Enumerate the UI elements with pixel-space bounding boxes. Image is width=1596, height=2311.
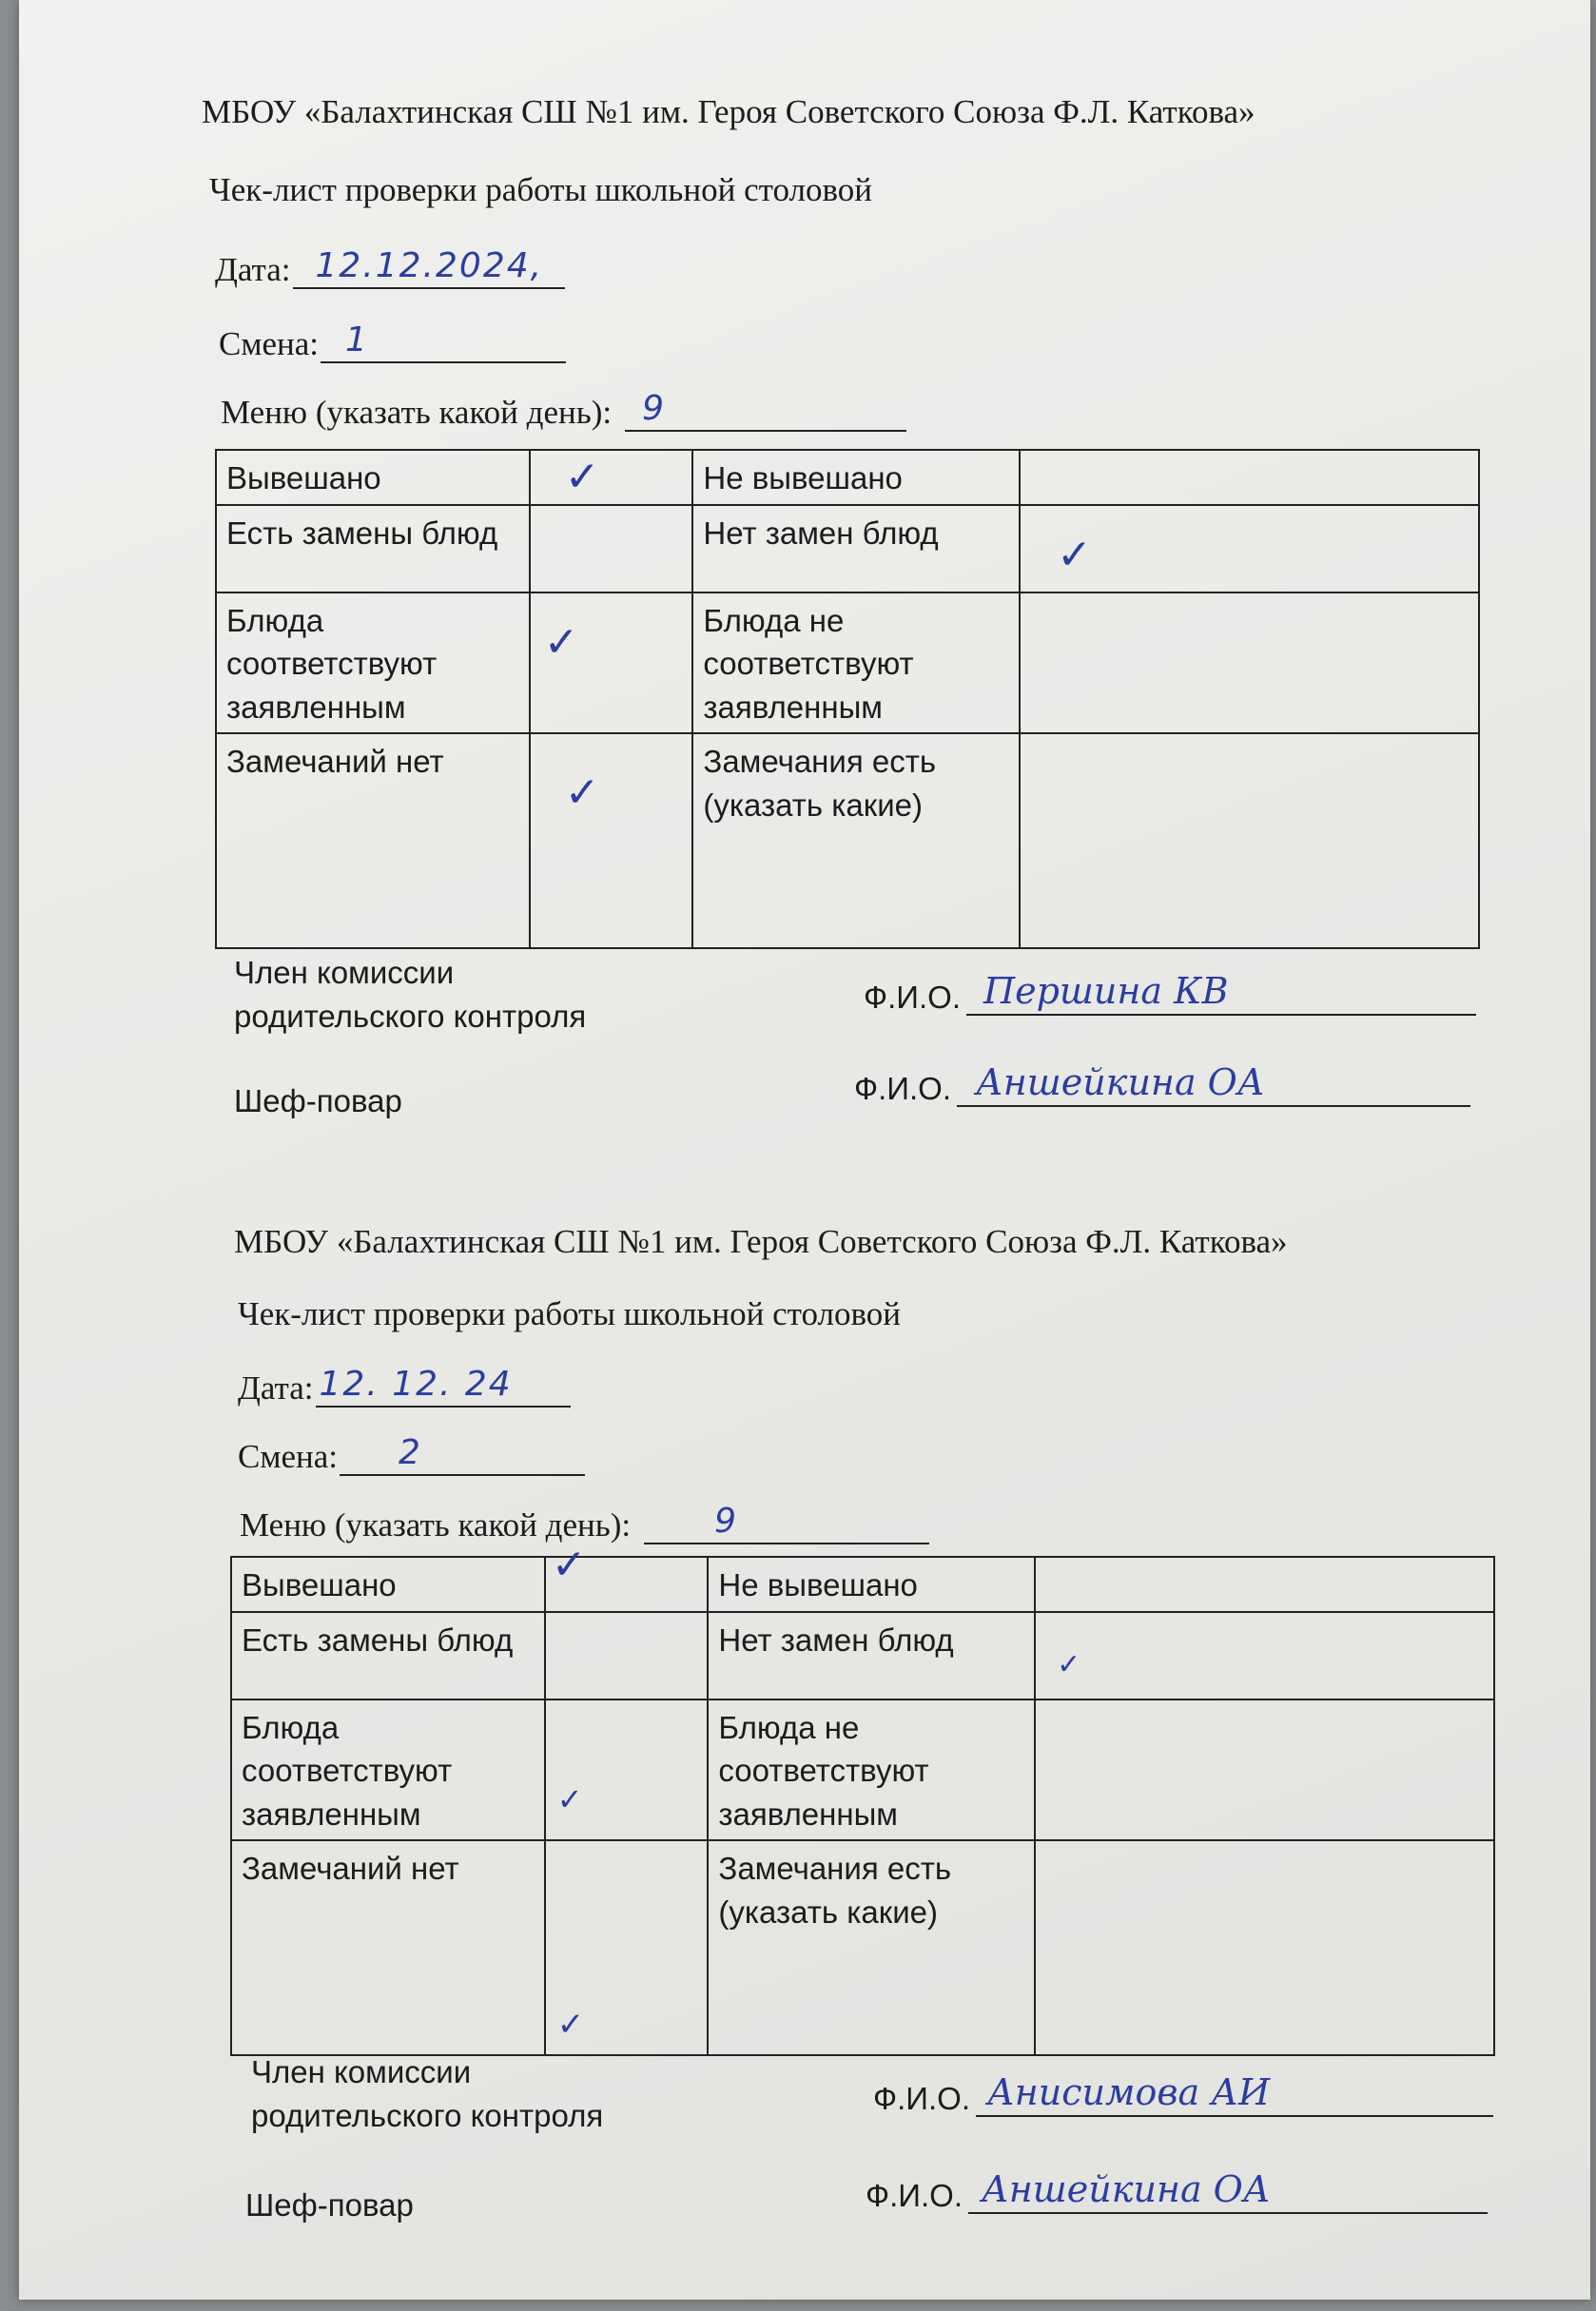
school-name: МБОУ «Балахтинская СШ №1 им. Героя Советского Союза Ф.Л. Каткова» <box>202 93 1255 130</box>
committee-signature-line[interactable] <box>966 966 1476 1016</box>
chef-fio-field <box>866 2165 1488 2214</box>
table-row <box>216 450 1479 505</box>
table-row <box>216 505 1479 592</box>
item-posted: Вывешано <box>231 1557 545 1612</box>
item-substitutions: Есть замены блюд <box>216 505 530 592</box>
shift-input[interactable] <box>321 320 566 363</box>
checkbox-cell[interactable] <box>530 505 693 592</box>
item-no-remarks: Замечаний нет <box>231 1840 545 2055</box>
menu-handwritten: 9 <box>714 1502 738 1541</box>
table-row <box>216 733 1479 948</box>
shift-handwritten: 2 <box>399 1433 422 1472</box>
check-mark: ✓ <box>1057 530 1092 579</box>
committee-fio-field <box>864 966 1476 1016</box>
shift-field <box>238 1432 585 1476</box>
item-dishes-match: Блюда соответствуют заявленным <box>231 1699 545 1841</box>
shift-label: Смена: <box>219 325 320 362</box>
checkbox-cell[interactable] <box>530 592 693 734</box>
committee-member-label: Член комиссии родительского контроля <box>234 955 587 1034</box>
checkbox-cell[interactable] <box>545 1840 709 2055</box>
committee-member-label: Член комиссии родительского контроля <box>251 2054 604 2133</box>
table-row <box>231 1612 1494 1699</box>
item-remarks: Замечания есть (указать какие) <box>708 1840 1035 2055</box>
table-row <box>216 592 1479 734</box>
checkbox-cell[interactable] <box>1020 505 1479 592</box>
shift-handwritten: 1 <box>345 320 369 359</box>
school-name: МБОУ «Балахтинская СШ №1 им. Героя Советского Союза Ф.Л. Каткова» <box>234 1223 1288 1260</box>
committee-signature: Першина КВ <box>983 970 1229 1012</box>
fio-label: Ф.И.О. <box>864 980 961 1015</box>
checkbox-cell[interactable] <box>1035 1557 1494 1612</box>
menu-input[interactable] <box>644 1501 929 1544</box>
check-mark: ✓ <box>556 1780 583 1817</box>
menu-field <box>240 1501 929 1544</box>
item-no-remarks: Замечаний нет <box>216 733 530 948</box>
item-dishes-match: Блюда соответствуют заявленным <box>216 592 530 734</box>
menu-label: Меню (указать какой день): <box>221 394 613 431</box>
shift-input[interactable] <box>340 1432 585 1476</box>
item-dishes-not-match: Блюда не соответствуют заявленным <box>708 1699 1035 1841</box>
date-handwritten: 12. 12. 24 <box>319 1365 513 1404</box>
date-label: Дата: <box>238 1369 314 1407</box>
date-input[interactable] <box>293 245 565 289</box>
date-field <box>215 245 565 289</box>
table-row <box>231 1699 1494 1841</box>
date-input[interactable] <box>316 1364 571 1408</box>
item-not-posted: Не вывешано <box>692 450 1020 505</box>
item-dishes-not-match: Блюда не соответствуют заявленным <box>692 592 1020 734</box>
chef-fio-field <box>854 1058 1470 1107</box>
check-mark: ✓ <box>1057 1647 1081 1681</box>
remarks-field[interactable] <box>1020 733 1479 948</box>
menu-handwritten: 9 <box>642 389 666 428</box>
form-title: Чек-лист проверки работы школьной столовой <box>209 171 872 208</box>
menu-label: Меню (указать какой день): <box>240 1506 632 1544</box>
committee-signature-line[interactable] <box>976 2068 1493 2117</box>
date-handwritten: 12.12.2024, <box>315 246 544 285</box>
document-page <box>19 0 1590 2300</box>
date-field <box>238 1364 571 1408</box>
shift-label: Смена: <box>238 1438 339 1475</box>
item-no-substitutions: Нет замен блюд <box>708 1612 1035 1699</box>
item-remarks: Замечания есть (указать какие) <box>692 733 1020 948</box>
chef-label: Шеф-повар <box>234 1083 402 1118</box>
menu-field <box>221 388 906 432</box>
check-mark: ✓ <box>543 617 579 667</box>
check-mark: ✓ <box>564 453 600 501</box>
chef-signature: Аншейкина ОА <box>981 2168 1271 2210</box>
menu-input[interactable] <box>625 388 906 432</box>
fio-label: Ф.И.О. <box>854 1071 951 1106</box>
check-mark: ✓ <box>551 1541 587 1589</box>
item-no-substitutions: Нет замен блюд <box>692 505 1020 592</box>
table-row <box>231 1840 1494 2055</box>
date-label: Дата: <box>215 251 291 288</box>
checkbox-cell[interactable] <box>545 1612 709 1699</box>
check-mark: ✓ <box>556 2006 585 2045</box>
checkbox-cell[interactable] <box>545 1541 709 1612</box>
checkbox-cell[interactable] <box>1035 1612 1494 1699</box>
chef-signature-line[interactable] <box>957 1058 1470 1107</box>
chef-signature-line[interactable] <box>968 2165 1488 2214</box>
check-mark: ✓ <box>564 768 600 818</box>
chef-signature: Аншейкина ОА <box>975 1061 1265 1103</box>
item-substitutions: Есть замены блюд <box>231 1612 545 1699</box>
committee-fio-field <box>873 2068 1493 2117</box>
checklist-table <box>230 1541 1495 2056</box>
fio-label: Ф.И.О. <box>866 2178 963 2213</box>
remarks-field[interactable] <box>1035 1840 1494 2055</box>
checklist-table <box>215 449 1480 949</box>
checkbox-cell[interactable] <box>530 733 693 948</box>
checkbox-cell[interactable] <box>530 450 693 505</box>
checkbox-cell[interactable] <box>545 1699 709 1841</box>
table-row <box>231 1557 1494 1612</box>
committee-signature: Анисимова АИ <box>986 2071 1271 2113</box>
item-posted: Вывешано <box>216 450 530 505</box>
fio-label: Ф.И.О. <box>873 2081 970 2116</box>
checkbox-cell[interactable] <box>1020 592 1479 734</box>
form-title: Чек-лист проверки работы школьной столовой <box>238 1295 901 1332</box>
chef-label: Шеф-повар <box>245 2187 414 2223</box>
checkbox-cell[interactable] <box>1035 1699 1494 1841</box>
item-not-posted: Не вывешано <box>708 1557 1035 1612</box>
shift-field <box>219 320 566 363</box>
checkbox-cell[interactable] <box>1020 450 1479 505</box>
